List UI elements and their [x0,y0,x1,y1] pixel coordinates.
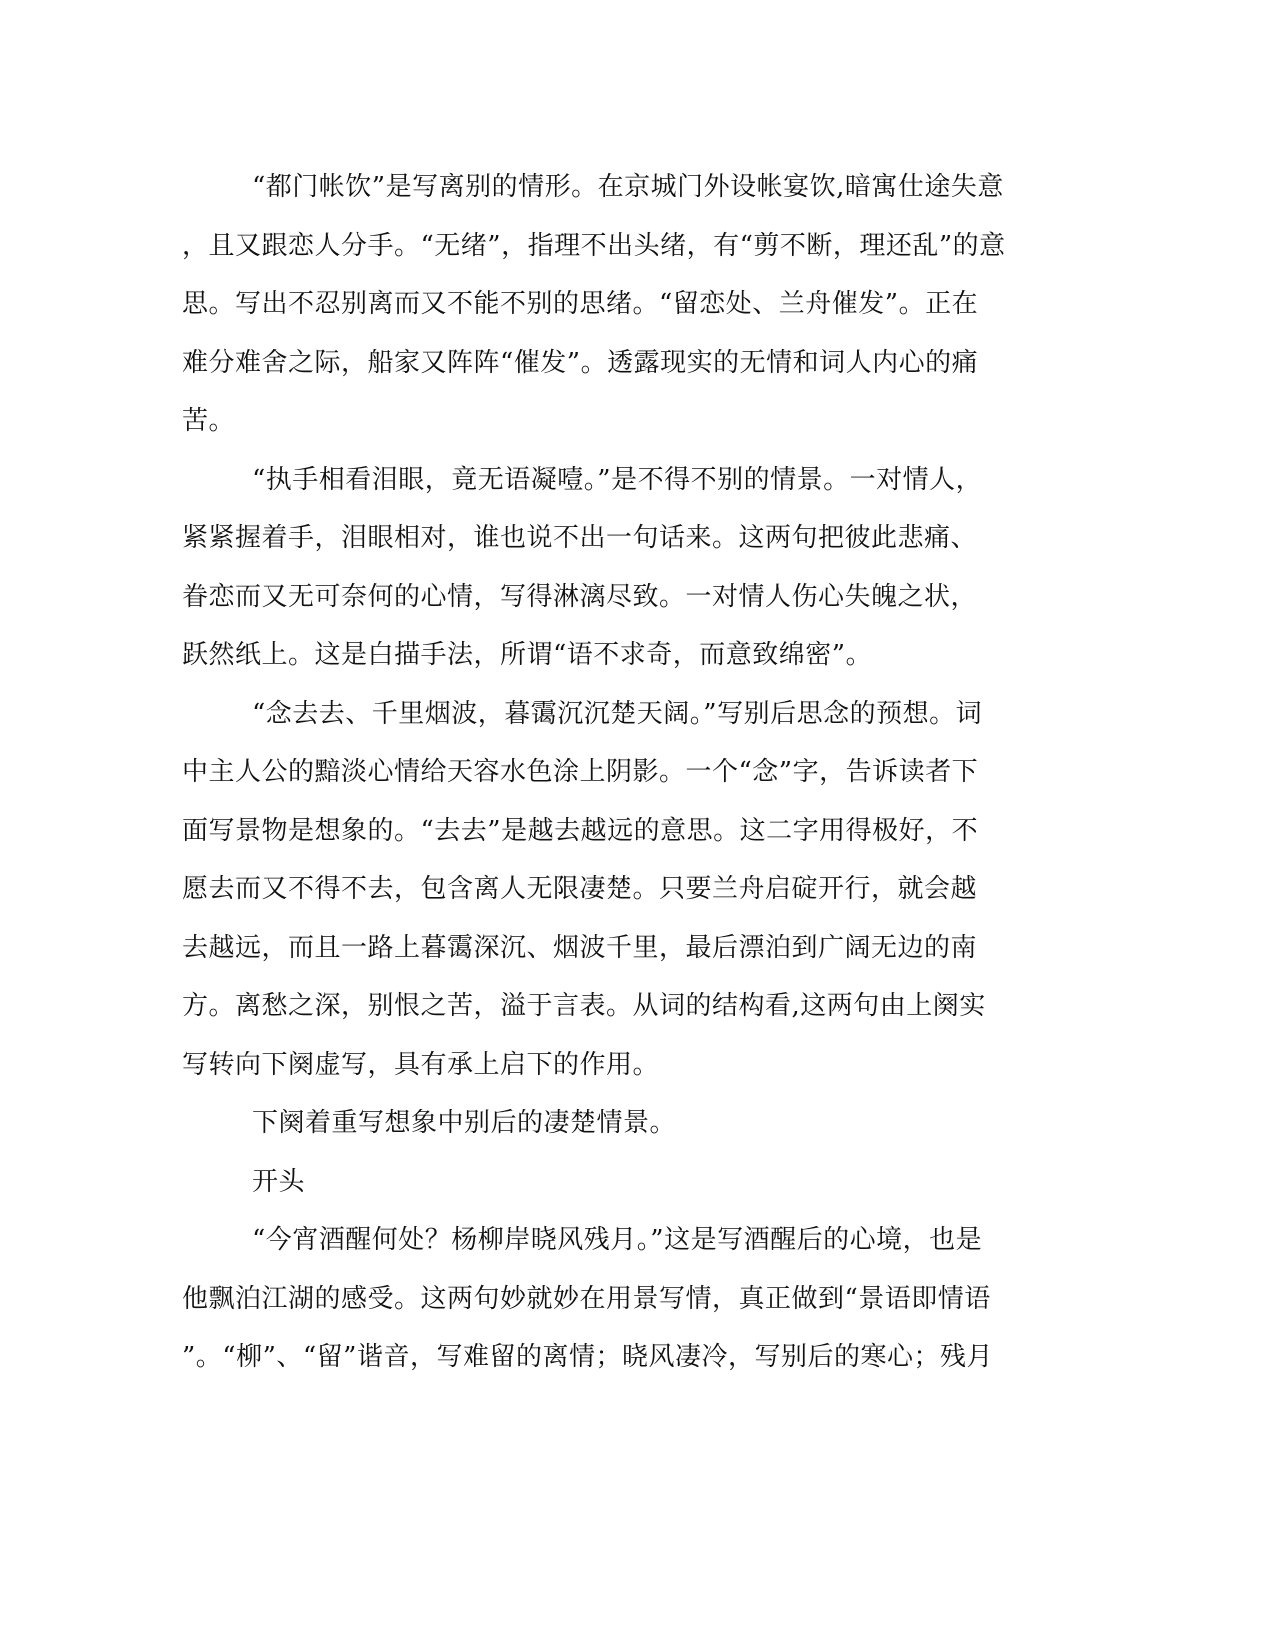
text-line: 跃然纸上。这是白描手法，所谓“语不求奇，而意致绵密”。 [182,640,873,670]
text-line: 开头 [252,1166,306,1197]
text-line: ，且又跟恋人分手。“无绪”，指理不出头绪，有“剪不断，理还乱”的意 [182,230,1006,261]
text-line: 紧紧握着手，泪眼相对，谁也说不出一句话来。这两句把彼此悲痛、 [182,523,978,553]
text-line: “今宵酒醒何处？杨柳岸晓风残月。”这是写酒醒后的心境，也是 [252,1225,983,1255]
text-line: 写转向下阕虚写，具有承上启下的作用。 [182,1049,660,1080]
text-line: 面写景物是想象的。“去去”是越去越远的意思。这二字用得极好，不 [182,815,979,846]
text-line: 难分难舍之际，船家又阵阵“催发”。透露现实的无情和词人内心的痛 [182,347,979,378]
text-line: 思。写出不忍别离而又不能不别的思绪。“留恋处、兰舟催发”。正在 [182,289,979,319]
text-line: “执手相看泪眼，竟无语凝噎。”是不得不别的情景。一对情人， [252,464,983,495]
text-line: “都门帐饮”是写离别的情形。在京城门外设帐宴饮,暗寓仕途失意 [252,172,1004,202]
text-line: 愿去而又不得不去，包含离人无限凄楚。只要兰舟启碇开行，就会越 [182,874,978,904]
text-line: 方。离愁之深，别恨之苦，溢于言表。从词的结构看,这两句由上阕实 [182,991,986,1021]
text-line: “念去去、千里烟波，暮霭沉沉楚天阔。”写别后思念的预想。词 [252,698,983,729]
text-line: 眷恋而又无可奈何的心情，写得淋漓尽致。一对情人伤心失魄之状， [182,581,978,612]
text-line: ”。“柳”、“留”谐音，写难留的离情；晓风凄冷，写别后的寒心；残月 [182,1342,993,1372]
body-text [182,158,1042,1387]
text-line: 他飘泊江湖的感受。这两句妙就妙在用景写情，真正做到“景语即情语 [182,1283,991,1314]
text-line: 去越远，而且一路上暮霭深沉、烟波千里，最后漂泊到广阔无边的南 [182,932,978,963]
text-line: 下阕着重写想象中别后的凄楚情景。 [252,1108,677,1138]
text-line: 中主人公的黯淡心情给天容水色涂上阴影。一个“念”字，告诉读者下 [182,757,979,787]
text-line: 苦。 [182,406,236,436]
